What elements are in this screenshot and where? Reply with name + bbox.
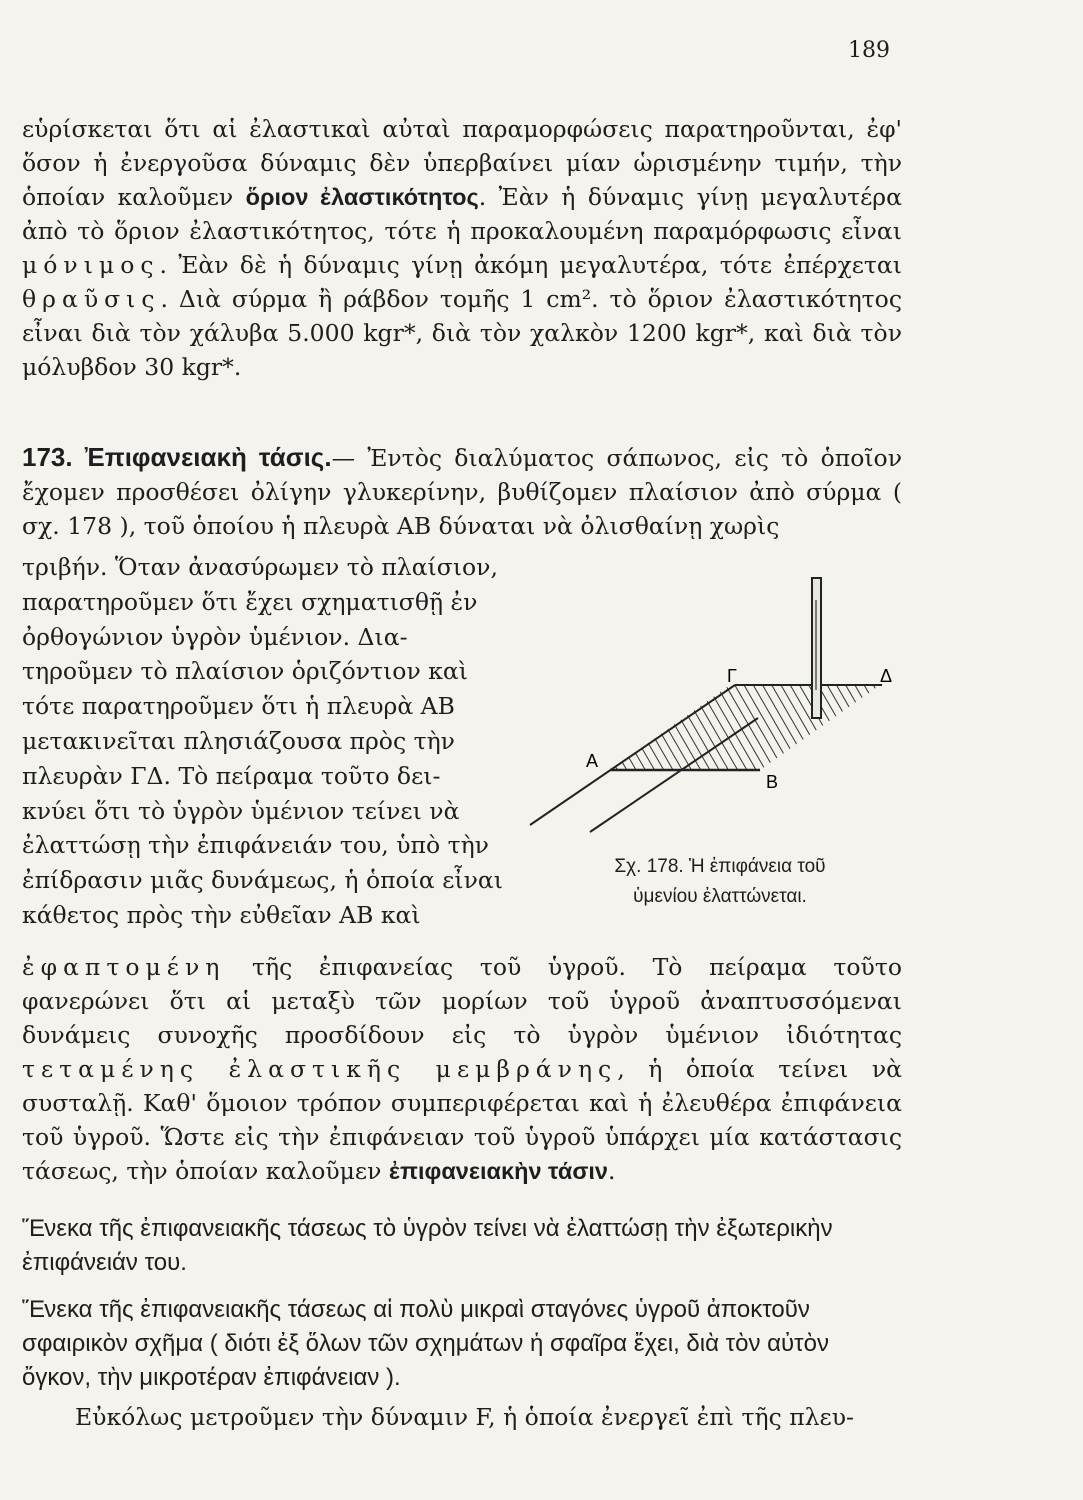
wrap-line: ἐπίδρασιν μιᾶς δυνάμεως, ἡ ὁποία εἶναι: [22, 866, 504, 895]
intro-text-mid2: . Ἐὰν δὲ ἡ δύναμις γίνῃ ἀκόμη μεγαλυτέρα, τότε ἐπέρχεται: [159, 251, 902, 279]
intro-text-mid: . Ἐὰν ἡ δύναμις γίνῃ μεγαλυτέρα ἀπὸ τὸ ὅριον ἐλαστικότητος, τότε ἡ προκαλουμένη παραμόρφωσις εἶναι: [22, 183, 902, 245]
figure-178: [520, 570, 920, 850]
term-surface-tension: ἐπιφανειακὴν τάσιν: [388, 1158, 609, 1184]
intro-paragraph: [22, 112, 902, 384]
soap-film-frame-diagram: [520, 570, 920, 850]
section-number: 173.: [22, 442, 73, 472]
continuation-paragraph: [22, 950, 902, 1188]
section-text-start: — Ἐντὸς διαλύματος σάπωνος, εἰς τὸ ὁποῖον ἔχομεν προσθέσει ὀλίγην γλυκερίνην, βυθίζομεν πλαίσιον ἀπὸ σύρμα ( σχ. 178 ), τοῦ ὁποίου ἡ πλευρὰ ΑΒ δύναται νὰ ὀλισθαίνῃ χωρὶς: [22, 444, 902, 540]
wrap-line: παρατηροῦμεν ὅτι ἔχει σχηματισθῇ ἐν: [22, 587, 478, 616]
continuation-text-b: , ἡ ὁποία τείνει νὰ συσταλῇ. Καθ' ὅμοιον τρόπον συμπεριφέρεται καὶ ἡ ἐλευθέρα ἐπιφάνεια τοῦ ὑγροῦ. Ὥστε εἰς τὴν ἐπιφάνειαν τοῦ ὑγροῦ ὑπάρχει μία κατάστασις τάσεως, τὴν ὁποίαν καλοῦμεν: [22, 1055, 902, 1185]
term-elastic-limit: ὅριον ἐλαστικότητος: [245, 184, 479, 210]
section-173: [22, 440, 902, 543]
paragraph-force-measure: Εὐκόλως μετροῦμεν τὴν δύναμιν F, ἡ ὁποία ἐνεργεῖ ἐπὶ τῆς πλευ-: [75, 1403, 854, 1431]
word-membrane: τεταμένης ἐλαστικῆς μεμβράνης: [22, 1055, 618, 1083]
label-d: Δ: [880, 666, 893, 686]
wrap-line: ὀρθογώνιον ὑγρὸν ὑμένιον. Δια-: [22, 622, 408, 651]
wrap-line: τριβήν. Ὅταν ἀνασύρωμεν τὸ πλαίσιον,: [22, 553, 498, 581]
word-tangent: ἐφαπτομένη: [22, 953, 226, 981]
continuation-text-a: τῆς ἐπιφανείας τοῦ ὑγροῦ. Τὸ πείραμα τοῦτο φανερώνει ὅτι αἱ μεταξὺ τῶν μορίων τοῦ ὑγροῦ ἀναπτυσσόμεναι δυνάμεις συνοχῆς προσδίδουν εἰς τὸ ὑγρὸν ὑμένιον ἰδιότητας: [22, 953, 902, 1049]
intro-text-before: εὑρίσκεται ὅτι αἱ ἐλαστικαὶ αὐταὶ παραμορφώσεις παρατηροῦνται, ἐφ' ὅσον ἡ ἐνεργοῦσα δύναμις δὲν ὑπερβαίνει μίαν ὡρισμένην τιμήν, τὴν ὁποίαν καλοῦμεν: [22, 115, 902, 211]
caption-line-2: ὑμενίου ἐλαττώνεται.: [633, 886, 807, 907]
wrap-line: ἐλαττώσῃ τὴν ἐπιφάνειάν του, ὑπὸ τὴν: [22, 831, 489, 860]
wrap-line: κάθετος πρὸς τὴν εὐθεῖαν ΑΒ καὶ: [22, 900, 421, 929]
caption-line-1: Σχ. 178. Ἡ ἐπιφάνεια τοῦ: [614, 856, 826, 877]
label-g: Γ: [727, 666, 737, 686]
label-b: Β: [766, 772, 779, 792]
wrap-line: πλευρὰν ΓΔ. Τὸ πείραμα τοῦτο δει-: [22, 761, 441, 790]
word-break: θραῦσις: [22, 285, 161, 313]
continuation-text-end: .: [608, 1157, 616, 1185]
wrap-line: μετακινεῖται πλησιάζουσα πρὸς τὴν: [22, 726, 455, 755]
paragraph-spherical-drops: Ἕνεκα τῆς ἐπιφανειακῆς τάσεως αἱ πολὺ μικραὶ σταγόνες ὑγροῦ ἀποκτοῦν σφαιρικὸν σχῆμα ( διότι ἐξ ὅλων τῶν σχημάτων ἡ σφαῖρα ἔχει, διὰ τὸν αὐτὸν ὄγκον, τὴν μικροτέραν ἐπιφάνειαν ).: [22, 1296, 829, 1391]
wrapped-text-column: [22, 550, 504, 933]
intro-text-end: . Διὰ σύρμα ἢ ράβδον τομῆς 1 cm². τὸ ὅριον ἐλαστικότητος εἶναι διὰ τὸν χάλυβα 5.000 kgr*, διὰ τὸν χαλκὸν 1200 kgr*, καὶ διὰ τὸν μόλυβδον 30 kgr*.: [22, 285, 902, 381]
wrap-line: τηροῦμεν τὸ πλαίσιον ὁριζόντιον καὶ: [22, 657, 468, 686]
label-a: Α: [586, 751, 599, 771]
section-title: Ἐπιφανειακὴ τάσις.: [84, 442, 332, 472]
wrap-line: κνύει ὅτι τὸ ὑγρὸν ὑμένιον τείνει νὰ: [22, 796, 460, 825]
figure-caption: [560, 852, 880, 912]
wrap-line: τότε παρατηροῦμεν ὅτι ἡ πλευρὰ ΑΒ: [22, 692, 455, 721]
paragraph-surface-reduction: Ἕνεκα τῆς ἐπιφανειακῆς τάσεως τὸ ὑγρὸν τείνει νὰ ἐλαττώσῃ τὴν ἐξωτερικὴν ἐπιφάνειάν του.: [22, 1215, 833, 1276]
page-number: 189: [848, 38, 890, 63]
word-permanent: μόνιμος: [22, 251, 160, 279]
